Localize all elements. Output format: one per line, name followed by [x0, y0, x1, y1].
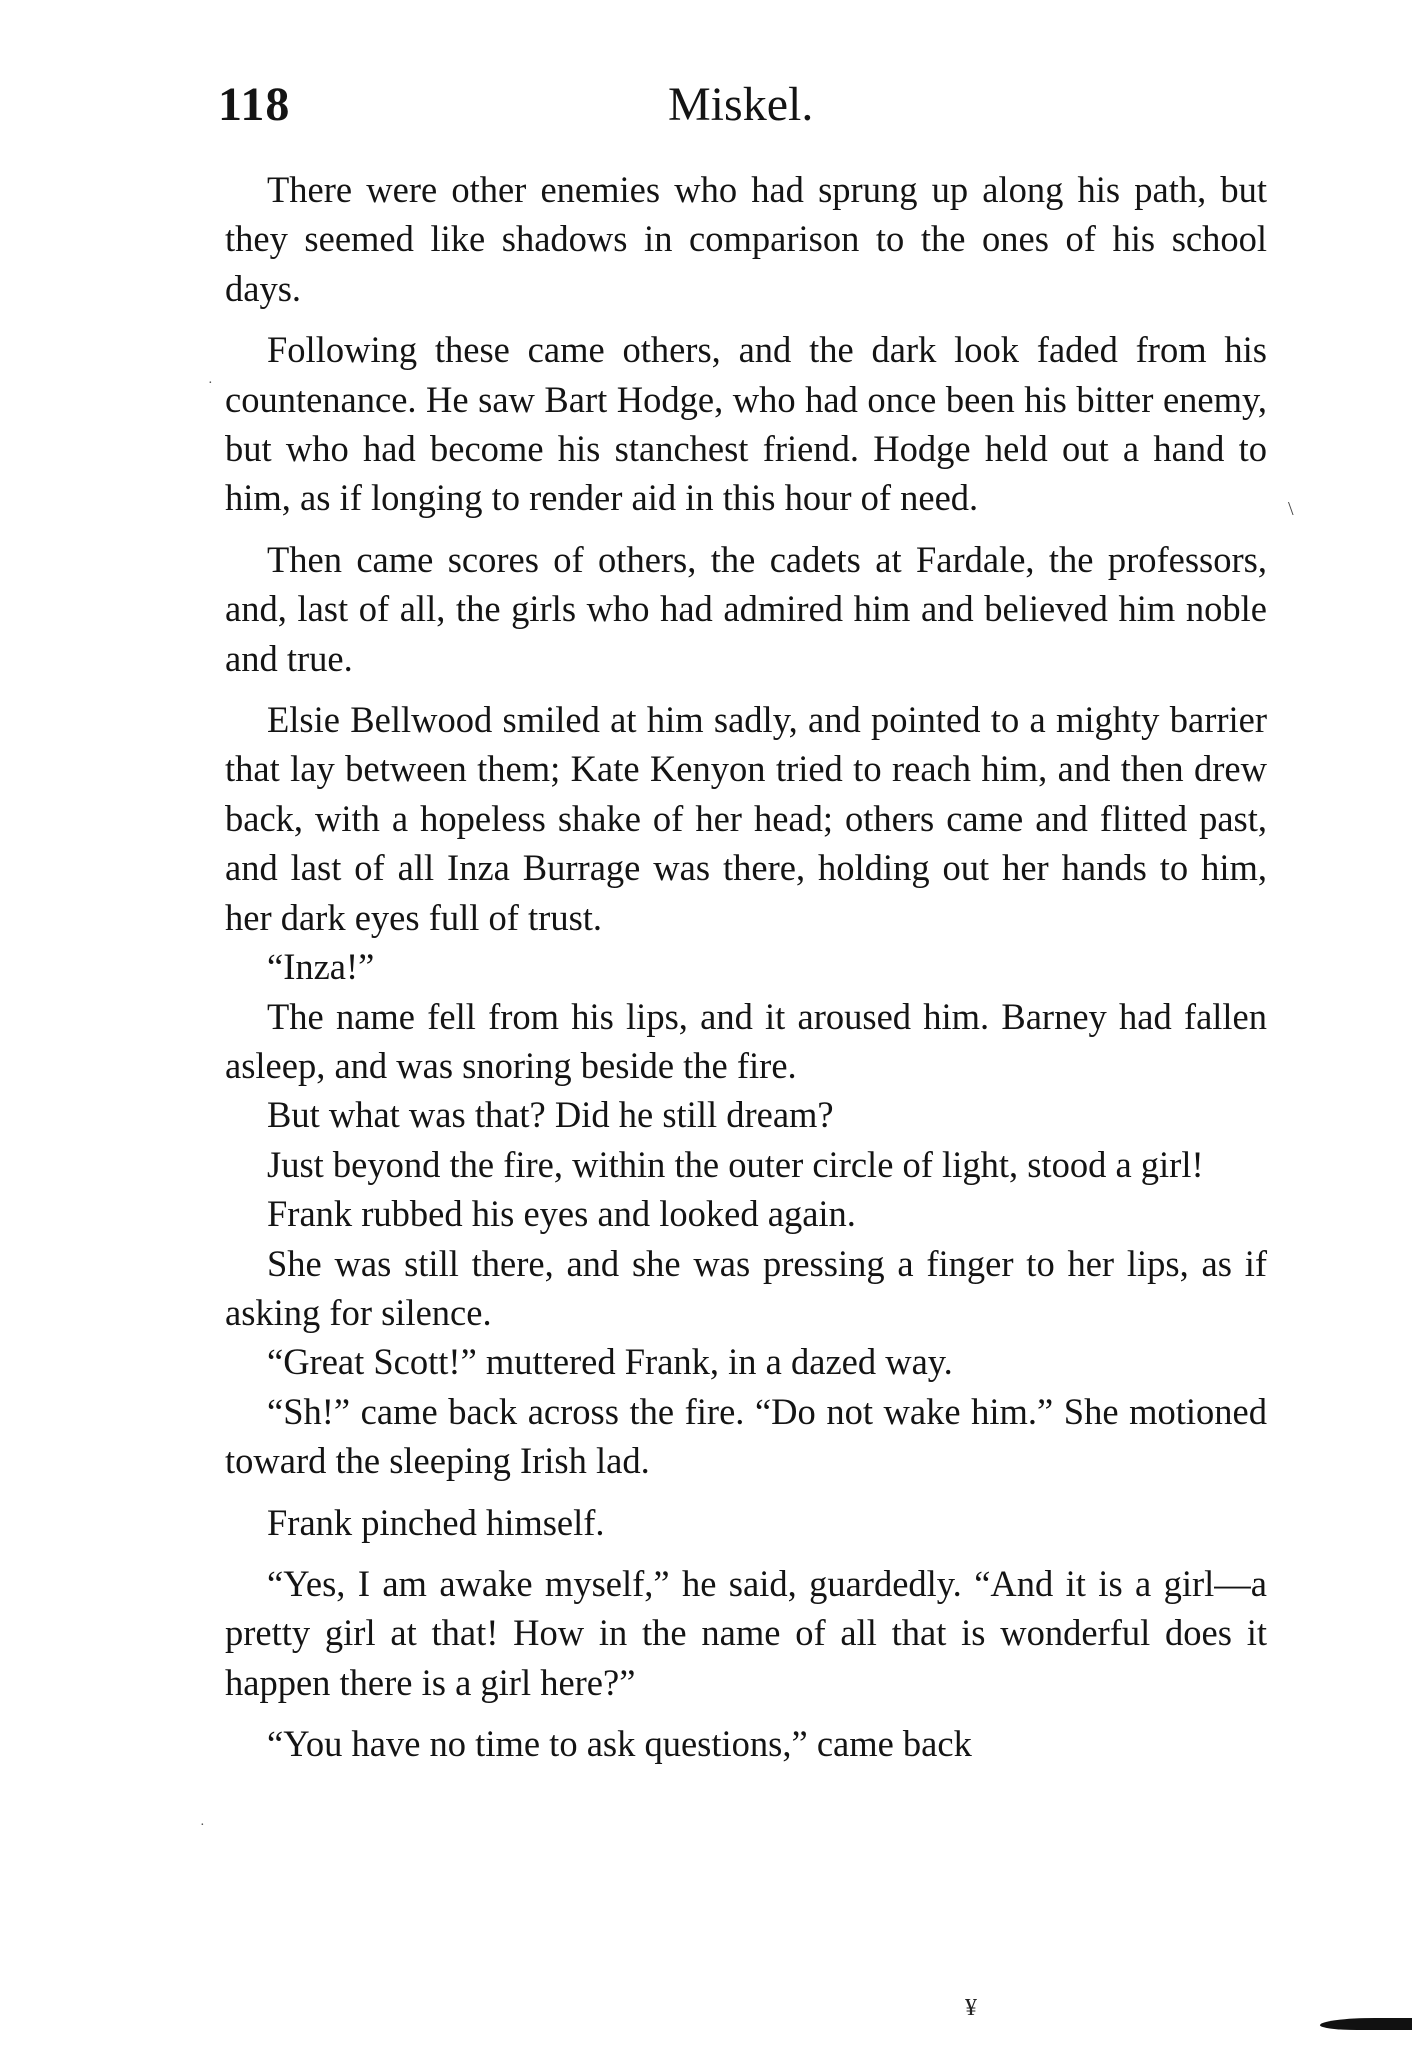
- paragraph-11: “Great Scott!” muttered Frank, in a dazed way.: [267, 1341, 953, 1383]
- paragraph-4: Elsie Bellwood smiled at him sadly, and pointed to a mighty barrier that lay between them; Kate Kenyon tried to reach him, and then drew back, with a hopeless shake of her head; others came and flitted past, and last of all Inza Burrage was there, holding out her hands to him, her dark eyes full of trust.: [225, 699, 1267, 938]
- paragraph-6: The name fell from his lips, and it aroused him. Barney had fallen asleep, and was snoring beside the fire.: [225, 995, 1267, 1086]
- body-text: [225, 165, 1267, 1769]
- paragraph-15: “You have no time to ask questions,” came back: [267, 1723, 972, 1765]
- paragraph-8: Just beyond the fire, within the outer circle of light, stood a girl!: [267, 1143, 1204, 1185]
- page-number: 118: [218, 78, 291, 131]
- left-dot-mark-upper: ·: [208, 376, 213, 391]
- bottom-mark: ¥: [965, 1995, 977, 2021]
- running-head: Miskel.: [668, 78, 814, 131]
- paragraph-14: “Yes, I am awake myself,” he said, guardedly. “And it is a girl—a pretty girl at that! How in the name of all that is wonderful does it happen there is a girl here?”: [225, 1562, 1267, 1703]
- paragraph-13: Frank pinched himself.: [267, 1501, 605, 1543]
- paragraph-10: She was still there, and she was pressing a finger to her lips, as if asking for silence.: [225, 1242, 1267, 1333]
- margin-mark: \: [1288, 498, 1294, 520]
- paragraph-12: “Sh!” came back across the fire. “Do not wake him.” She motioned toward the sleeping Irish lad.: [225, 1390, 1267, 1482]
- paragraph-7: But what was that? Did he still dream?: [267, 1094, 834, 1136]
- paragraph-1: There were other enemies who had sprung up along his path, but they seemed like shadows in comparison to the ones of his school days.: [225, 169, 1267, 309]
- left-dot-mark: ·: [200, 1818, 205, 1833]
- paragraph-2: Following these came others, and the dark look faded from his countenance. He saw Bart Hodge, who had once been his bitter enemy, but who had become his stanchest friend. Hodge held out a hand to him, as if longing to render aid in this hour of need.: [225, 329, 1267, 519]
- page-edge-shadow: [1320, 2018, 1412, 2030]
- paragraph-5: “Inza!”: [267, 946, 375, 988]
- paragraph-3: Then came scores of others, the cadets at Fardale, the professors, and, last of all, the girls who had admired him and believed him noble and true.: [225, 538, 1267, 679]
- page-header: [218, 70, 1278, 140]
- paragraph-9: Frank rubbed his eyes and looked again.: [267, 1193, 856, 1235]
